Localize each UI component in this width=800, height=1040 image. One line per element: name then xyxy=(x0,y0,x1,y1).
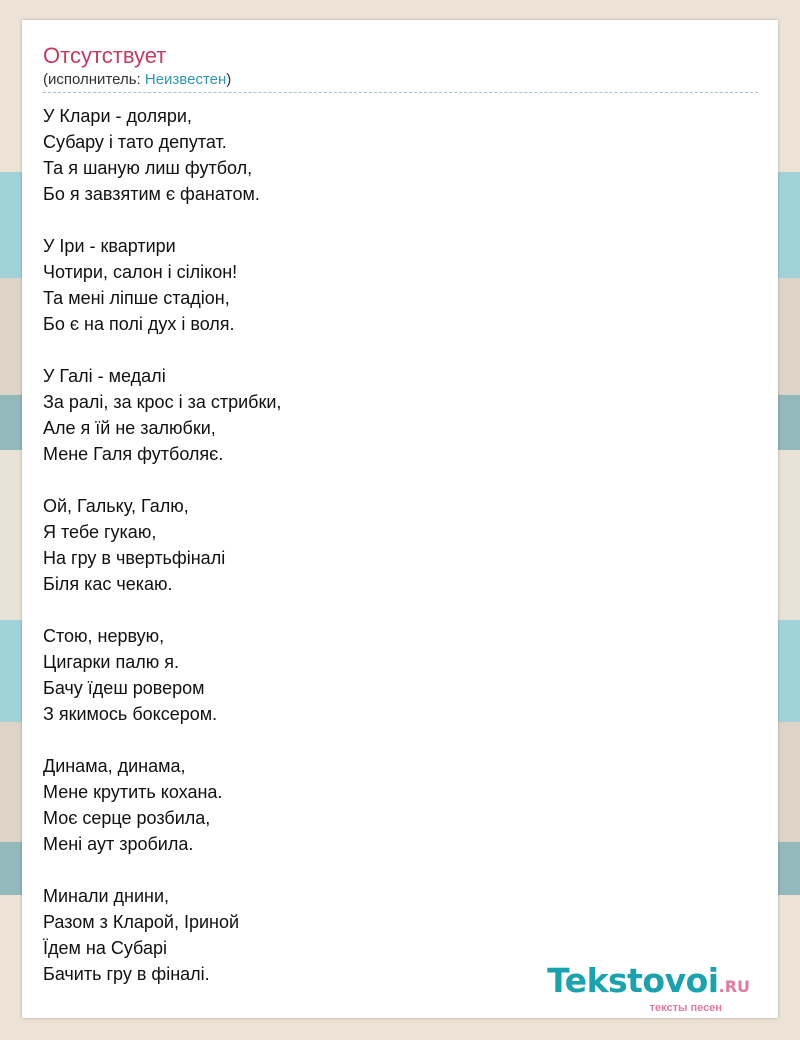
lyric-line: Динама, динама, xyxy=(43,756,186,776)
lyric-line: Та мені ліпше стадіон, xyxy=(43,288,230,308)
lyric-line: Їдем на Субарі xyxy=(43,938,167,958)
lyric-line: У Галі - медалі xyxy=(43,366,166,386)
artist-prefix: (исполнитель: xyxy=(43,71,145,88)
stanza xyxy=(43,753,758,857)
lyric-line: Бачить гру в фіналі. xyxy=(43,964,210,984)
lyric-line: У Іри - квартири xyxy=(43,236,176,256)
lyric-line: Разом з Кларой, Іриной xyxy=(43,912,240,932)
logo-main-text: Tekstovoi xyxy=(547,961,719,1000)
artist-link[interactable]: Неизвестен xyxy=(144,71,227,88)
lyric-line: Біля кас чекаю. xyxy=(43,574,173,594)
stanza xyxy=(43,493,758,597)
artist-suffix: ) xyxy=(226,71,232,88)
lyric-line: Та я шаную лиш футбол, xyxy=(43,158,253,178)
lyric-line: З якимось боксером. xyxy=(43,704,218,724)
stanza xyxy=(43,623,758,727)
lyric-line: Стою, нервую, xyxy=(43,626,165,646)
logo-wordmark xyxy=(547,963,750,1005)
song-title: Отсутствует xyxy=(43,43,167,68)
lyric-line: Мене Галя футболяє. xyxy=(43,444,224,464)
stanza xyxy=(43,233,758,337)
lyric-line: Але я їй не залюбки, xyxy=(43,418,216,438)
lyric-line: Бо є на полі дух і воля. xyxy=(43,314,235,334)
lyric-line: На гру в чвертьфіналі xyxy=(43,548,226,568)
lyrics-body xyxy=(43,103,758,987)
lyric-line: Мені аут зробила. xyxy=(43,834,194,854)
lyric-line: Субару і тато депутат. xyxy=(43,132,227,152)
lyric-line: За ралі, за крос і за стрибки, xyxy=(43,392,282,412)
logo-tagline: тексты песен xyxy=(649,1002,722,1014)
artist-line xyxy=(43,70,758,93)
lyric-line: У Клари - доляри, xyxy=(43,106,192,126)
lyric-line: Ой, Гальку, Галю, xyxy=(43,496,189,516)
lyric-line: Мене крутить кохана. xyxy=(43,782,223,802)
lyric-line: Минали днини, xyxy=(43,886,170,906)
lyrics-card xyxy=(22,20,778,1018)
lyric-line: Цигарки палю я. xyxy=(43,652,180,672)
logo-domain: .RU xyxy=(718,977,750,996)
site-logo[interactable] xyxy=(547,963,750,1014)
lyric-line: Бо я завзятим є фанатом. xyxy=(43,184,260,204)
lyric-line: Чотири, салон і сілікон! xyxy=(43,262,238,282)
lyric-line: Я тебе гукаю, xyxy=(43,522,157,542)
stanza xyxy=(43,103,758,207)
stanza xyxy=(43,363,758,467)
lyric-line: Моє серце розбила, xyxy=(43,808,211,828)
lyric-line: Бачу їдеш ровером xyxy=(43,678,205,698)
